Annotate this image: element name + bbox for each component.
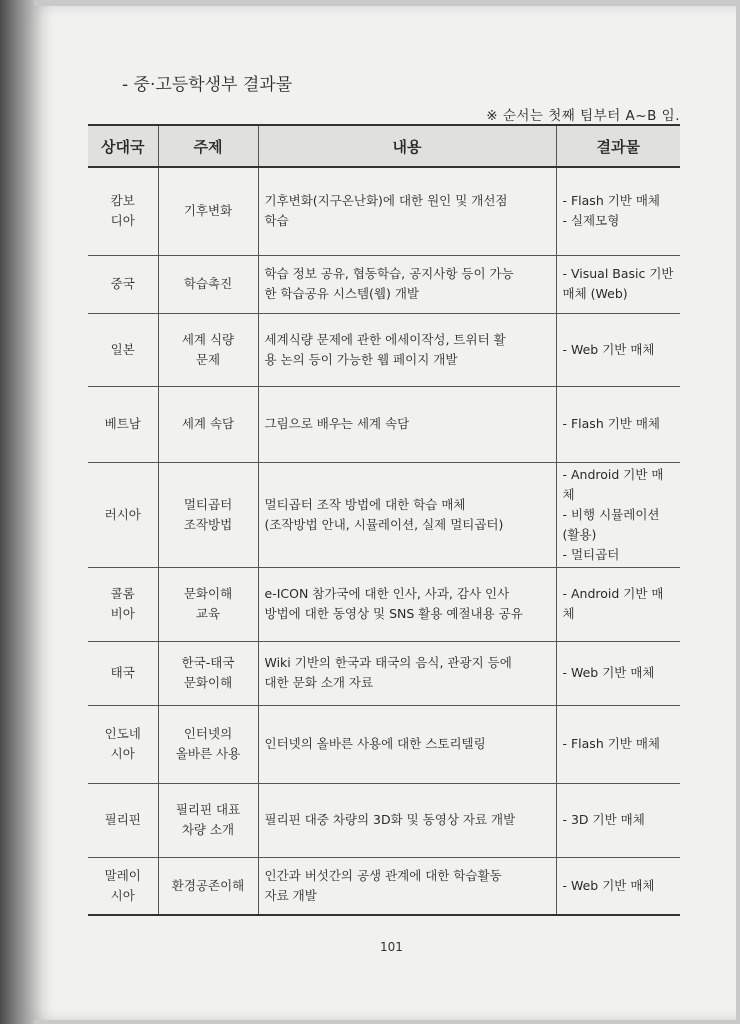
cell-topic: 학습촉진 <box>158 255 258 313</box>
cell-country: 콜롬 비아 <box>88 567 158 641</box>
cell-result: - Flash 기반 매체 <box>556 386 680 462</box>
cell-topic: 인터넷의 올바른 사용 <box>158 705 258 783</box>
header-content: 내용 <box>258 125 556 167</box>
table-row <box>88 462 680 567</box>
cell-topic: 세계 식량 문제 <box>158 313 258 386</box>
cell-result: - Flash 기반 매체 - 실제모형 <box>556 167 680 255</box>
book-spine-shadow <box>0 0 34 1024</box>
cell-country: 말레이 시아 <box>88 857 158 915</box>
cell-content: 필리핀 대중 차량의 3D화 및 동영상 자료 개발 <box>258 783 556 857</box>
cell-content: 인간과 버섯간의 공생 관계에 대한 학습활동 자료 개발 <box>258 857 556 915</box>
header-country: 상대국 <box>88 125 158 167</box>
cell-topic: 필리핀 대표 차량 소개 <box>158 783 258 857</box>
header-topic: 주제 <box>158 125 258 167</box>
table-row <box>88 641 680 705</box>
table-row <box>88 313 680 386</box>
cell-result: - Web 기반 매체 <box>556 857 680 915</box>
cell-topic: 멀티곱터 조작방법 <box>158 462 258 567</box>
cell-country: 캄보 디아 <box>88 167 158 255</box>
order-note: ※ 순서는 첫째 팀부터 A~B 임. <box>486 108 680 124</box>
cell-country: 인도네 시아 <box>88 705 158 783</box>
cell-content: 학습 정보 공유, 협동학습, 공지사항 등이 가능 한 학습공유 시스템(웹) 개발 <box>258 255 556 313</box>
table-row <box>88 705 680 783</box>
cell-topic: 문화이해 교육 <box>158 567 258 641</box>
section-heading: - 중·고등학생부 결과물 <box>122 75 293 95</box>
table-row <box>88 255 680 313</box>
table-row <box>88 386 680 462</box>
page-number: 101 <box>380 940 403 954</box>
cell-content: e-ICON 참가국에 대한 인사, 사과, 감사 인사 방법에 대한 동영상 및 SNS 활용 예절내용 공유 <box>258 567 556 641</box>
header-result: 결과물 <box>556 125 680 167</box>
cell-topic: 한국-태국 문화이해 <box>158 641 258 705</box>
table-row <box>88 167 680 255</box>
cell-topic: 세계 속담 <box>158 386 258 462</box>
cell-result: - Flash 기반 매체 <box>556 705 680 783</box>
table-row <box>88 783 680 857</box>
cell-result: - Web 기반 매체 <box>556 641 680 705</box>
cell-country: 태국 <box>88 641 158 705</box>
cell-content: Wiki 기반의 한국과 태국의 음식, 관광지 등에 대한 문화 소개 자료 <box>258 641 556 705</box>
cell-result: - Android 기반 매체 <box>556 567 680 641</box>
cell-result: - 3D 기반 매체 <box>556 783 680 857</box>
cell-topic: 기후변화 <box>158 167 258 255</box>
table-row <box>88 567 680 641</box>
table-row <box>88 857 680 915</box>
cell-country: 필리핀 <box>88 783 158 857</box>
table-header-row <box>88 125 680 167</box>
cell-content: 인터넷의 올바른 사용에 대한 스토리텔링 <box>258 705 556 783</box>
cell-content: 그림으로 배우는 세계 속담 <box>258 386 556 462</box>
results-table <box>88 124 680 916</box>
cell-result: - Android 기반 매체 - 비행 시뮬레이션 (활용) - 멀티곱터 <box>556 462 680 567</box>
cell-result: - Web 기반 매체 <box>556 313 680 386</box>
cell-country: 베트남 <box>88 386 158 462</box>
cell-country: 일본 <box>88 313 158 386</box>
cell-content: 멀티곱터 조작 방법에 대한 학습 매체 (조작방법 안내, 시뮬레이션, 실제 멀티곱터) <box>258 462 556 567</box>
cell-result: - Visual Basic 기반 매체 (Web) <box>556 255 680 313</box>
cell-content: 기후변화(지구온난화)에 대한 원인 및 개선점 학습 <box>258 167 556 255</box>
cell-country: 러시아 <box>88 462 158 567</box>
cell-content: 세계식량 문제에 관한 에세이작성, 트위터 활 용 논의 등이 가능한 웹 페이지 개발 <box>258 313 556 386</box>
cell-country: 중국 <box>88 255 158 313</box>
cell-topic: 환경공존이해 <box>158 857 258 915</box>
